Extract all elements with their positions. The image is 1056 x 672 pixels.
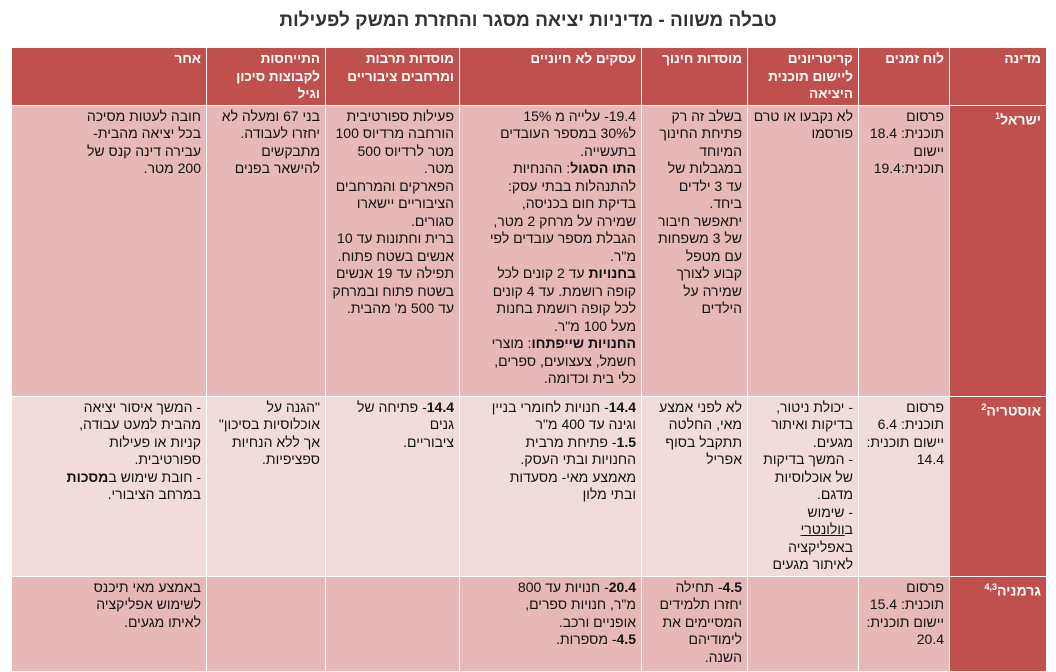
country-cell [950,105,1047,396]
text-line: הילדים [701,300,742,316]
text-line [465,434,636,452]
text-line [465,399,636,417]
bold-term: 14.4 [608,398,636,415]
text-line: ברית וחתונות עד 10 [337,230,454,246]
text-line: בשלב זה רק [671,107,742,124]
header-criteria: קריטריונים ליישום תוכנית היציאה [748,48,859,106]
culture-cell [326,105,460,396]
text-line: מעל 100 מ"ר. [553,317,636,334]
text-line: שמירה על [683,282,742,299]
risk-cell [207,105,326,396]
text-line: השנה. [704,648,742,665]
text-line [465,631,636,649]
text-line: עבירה דינה קנס של [86,142,201,159]
text-line: החנויות ובתי העסק. [520,451,636,467]
text-line: במרחב הציבורי. [107,486,201,502]
text-fragment: - שימוש ב [807,503,853,537]
text-line: עד 3 ילדים [678,177,742,194]
header-culture: מוסדות תרבות ומרחבים ציבוריים [326,48,460,106]
text-line: בדיקת חום בכניסה, [521,195,636,211]
text-line: להישאר בפנים [234,160,320,176]
education-cell [642,396,748,576]
text-line: יתאפשר חיבור [657,212,742,229]
risk-cell [207,576,326,671]
footnote-ref: 4,3 [984,581,998,592]
text-line: אך ללא הנחיות [231,433,320,450]
text-line: של אוכלוסיות [774,468,853,485]
text-line: ל30% במספר העובדים [500,125,636,141]
text-line: אנשים בשטח פתוח. [337,247,454,264]
text-line: תוכנית: 6.4 [877,416,944,432]
text-line: עד 500 מ' מהבית. [346,300,454,316]
text-line [647,579,742,597]
country-cell [950,396,1047,576]
text-line: בתעשייה. [580,142,636,159]
table-row-israel [12,105,1047,396]
text-line: בדיקות ואיתור [771,416,853,432]
criteria-cell [748,105,859,396]
text-fragment: : מוצרי [491,335,532,351]
text-line: הציבוריים יישארו [356,195,454,211]
text-line: תתקבל בסוף [665,433,742,450]
text-line: מאמצע מאי- מסעדות [509,468,636,485]
country-cell [950,576,1047,671]
header-timeline: לוח זמנים [859,48,950,106]
bold-term: התו הסגול [570,160,636,176]
text-line: פרסום [906,107,944,124]
risk-cell [207,396,326,576]
text-line: יישום [913,142,944,159]
text-line: הפארקים והמרחבים [335,177,454,194]
text-line: בכל יציאה מהבית- [93,125,201,141]
bold-term: 4.5 [722,578,742,595]
text-line: יחזרו תלמידים [659,596,742,612]
text-line: פרסום [906,398,944,415]
other-cell [12,105,207,396]
header-row [12,48,1047,106]
text-fragment: - תחילה [675,578,723,595]
text-line: פרסום [906,578,944,595]
table-row-austria [12,396,1047,576]
text-line: מאי, החלטה [668,416,742,432]
text-line: פעילות ספורטיבית [346,107,454,124]
bold-term: 4.5 [616,631,636,647]
text-line: קופה רושמת. עד 4 קונים [492,282,636,299]
text-line: תפילה עד 19 אנשים [335,265,454,281]
culture-cell [326,576,460,671]
text-line: מ"ר, חנויות ספרים, [525,596,636,612]
bold-term: מסכות [66,468,109,485]
text-fragment: - פתיחת מרבית [525,433,617,450]
bold-term: החנויות שייפתחו [531,335,636,351]
text-line [465,160,636,178]
header-country: מדינה [950,48,1047,106]
bold-term: 20.4 [608,578,636,595]
text-line: 14.4 [916,451,944,467]
business-cell [460,396,642,576]
text-line: 19.4- עלייה מ 15% [523,107,636,124]
text-line: אופניים ורכב. [558,613,636,630]
text-line: ביחד. [709,195,742,211]
text-line: חשמל, צעצועים, ספרים, [494,352,636,369]
education-cell [642,576,748,671]
text-line: מטר לרדיוס 500 מטר. [357,142,454,176]
text-line: ובתי מלון [582,486,636,502]
text-line: סגורים. [411,212,454,229]
text-line [465,335,636,353]
text-line: - המשך איסור יציאה [83,398,201,415]
underlined-term: וולונטרי [800,521,845,537]
text-line: ספורטיבית. [134,451,201,467]
text-line: מדגם. [817,486,853,502]
text-line: קניות או פעילות [109,433,201,450]
criteria-cell [748,576,859,671]
criteria-cell [748,396,859,576]
footnote-ref: 2 [981,401,987,412]
text-line: קבוע לצורך [676,265,742,281]
education-cell [642,105,748,396]
text-line: עם מטפל [685,247,742,264]
text-line: תוכנית: 15.4 [869,596,944,612]
text-line [331,399,454,434]
text-line: "הגנה על [266,398,320,415]
comparison-table [11,47,1047,672]
text-line: לכל קופה רושמת בחנות [496,300,636,316]
text-line: במגבלות של [667,160,742,176]
text-line: - יכולת ניטור, [776,398,853,415]
page-title: טבלה משווה - מדיניות יציאה מסגר והחזרת המשק לפעילות [279,10,777,31]
text-line: של 3 משפחות [658,230,742,246]
text-line: בשטח פתוח ובמרחק [332,282,454,299]
timeline-cell [859,576,950,671]
text-fragment: - חנויות לחומרי בניין [491,398,609,415]
text-line: המיוחד [699,142,742,159]
country-name: ישראל [1000,111,1041,128]
text-line: כלי בית וכדומה. [543,370,636,386]
text-line [753,504,853,539]
text-line: הורחבה מרדיוס 100 [335,125,454,141]
text-line: אוכלוסיות בסיכון" [218,416,320,432]
text-line: באמצע מאי תיכנס [93,578,201,595]
text-line: פתיחת החינוך [659,125,742,141]
header-risk: התייחסות לקבוצות סיכון וגיל [207,48,326,106]
text-line: ספציפיות. [262,451,320,467]
text-line: תוכנית: 18.4 [869,125,944,141]
text-line: וגינה עד 400 מ"ר [535,416,636,432]
text-line: תוכנית:19.4 [873,160,944,176]
header-education: מוסדות חינוך [642,48,748,106]
text-fragment: : ההנחיות [513,160,571,176]
country-name: אוסטריה [986,402,1041,419]
text-line: באפליקציה [788,538,853,555]
bold-term: 14.4 [426,398,454,415]
text-fragment: - חובת שימוש ב [108,468,201,485]
text-line [17,469,201,487]
text-line: מ"ר. [610,247,636,264]
text-line: אפריל [706,451,742,467]
text-line [465,579,636,597]
text-line: לאיתור מגעים [772,556,853,572]
text-line: 20.4 [916,631,944,647]
text-line: מהבית למעט עבודה, [79,416,201,432]
text-fragment: - פתיחה של גנים [357,398,454,432]
text-line: - המשך בדיקות [763,451,853,467]
table-row-germany [12,576,1047,671]
text-line: ציבוריים. [403,433,454,450]
business-cell [460,105,642,396]
text-line: הגבלת מספר עובדים לפי [489,230,636,246]
text-line: שמירה על מרחק 2 מטר, [493,212,636,229]
header-business: עסקים לא חיוניים [460,48,642,106]
text-line: חובה לעטות מסיכה [86,107,201,124]
header-other: אחר [12,48,207,106]
text-line: לשימוש אפליקציה [96,596,201,612]
timeline-cell [859,396,950,576]
footnote-ref: 1 [995,110,1001,121]
text-line: המסיימים את [662,613,742,630]
other-cell [12,576,207,671]
text-line: בני 67 ומעלה לא [221,107,320,124]
other-cell [12,396,207,576]
text-fragment: - מספרות. [556,631,617,647]
text-line: יישום תוכנית: [866,613,944,630]
bold-term: בחנויות [588,265,636,281]
text-line: מגעים. [812,433,853,450]
text-line: להתנהלות בבתי עסק: [507,177,636,194]
text-line [465,265,636,283]
text-line: לימודיהם [688,631,742,647]
text-line: יחזרו לעבודה. [240,125,320,141]
bold-term: 1.5 [616,433,636,450]
text-line: 200 מטר. [143,160,201,176]
text-line: לא לפני אמצע [659,398,742,415]
text-line: לאיתו מגעים. [124,613,201,630]
text-line: לא נקבעו או טרם [753,107,853,124]
timeline-cell [859,105,950,396]
text-fragment: - חנויות עד 800 [517,578,609,595]
text-line: פורסמו [811,125,853,141]
text-line: מתבקשים [261,142,320,159]
culture-cell [326,396,460,576]
country-name: גרמניה [997,582,1041,599]
text-fragment: עד 2 קונים לכל [497,265,589,281]
text-line: יישום תוכנית: [866,433,944,450]
business-cell [460,576,642,671]
